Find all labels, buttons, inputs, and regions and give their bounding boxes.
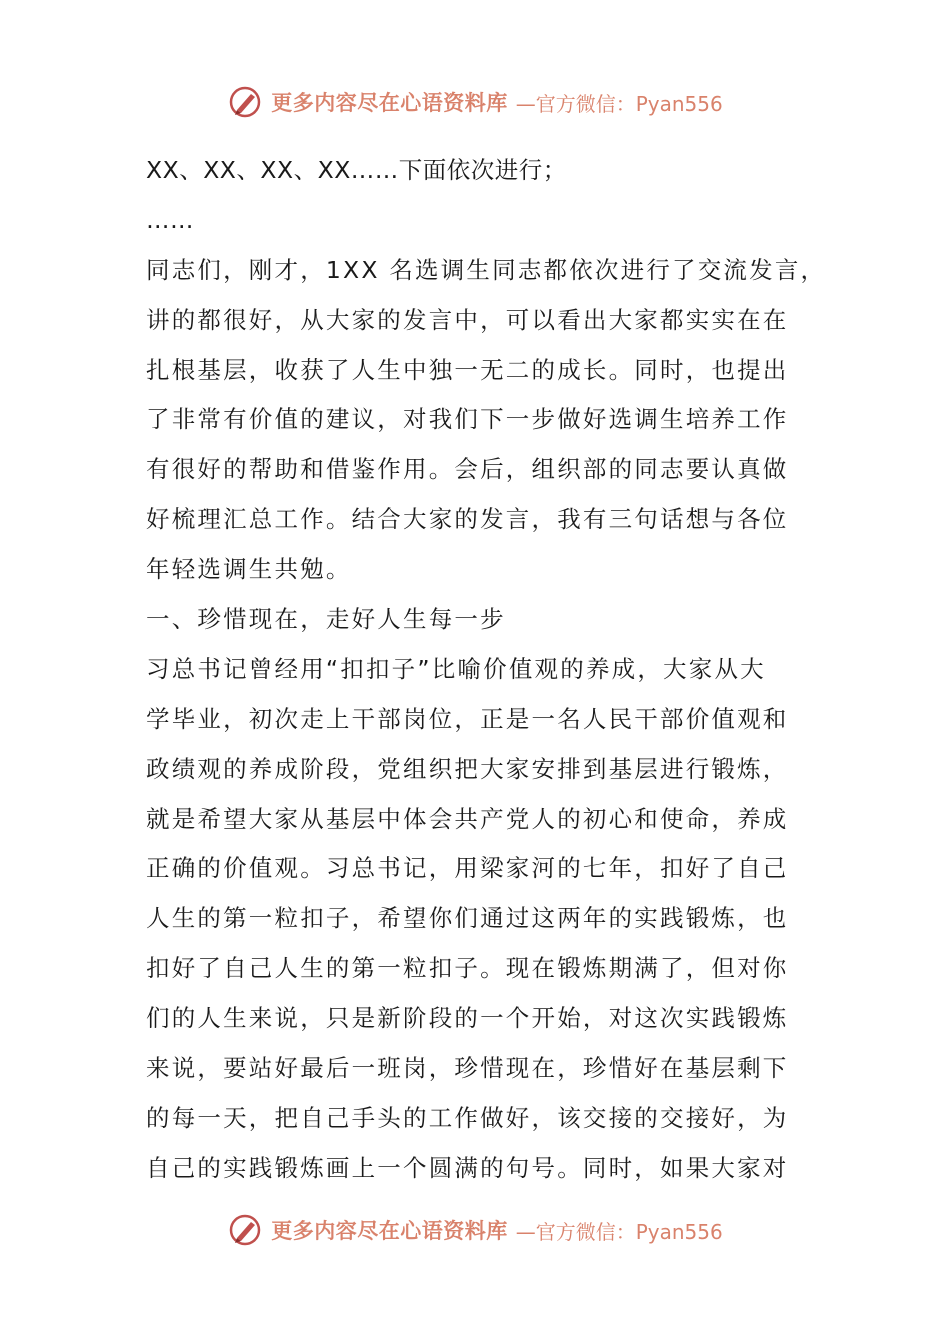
- pen-logo-icon: [227, 1212, 263, 1248]
- text-line: 了非常有价值的建议，对我们下一步做好选调生培养工作: [146, 405, 789, 434]
- footer-contact-text: —官方微信：Pyan556: [515, 1219, 723, 1244]
- text-line: 有很好的帮助和借鉴作用。会后，组织部的同志要认真做: [146, 455, 789, 484]
- text-line: 扣好了自己人生的第一粒扣子。现在锻炼期满了，但对你: [146, 954, 789, 983]
- text-line: 扎根基层，收获了人生中独一无二的成长。同时，也提出: [146, 355, 789, 384]
- text-line: 来说，要站好最后一班岗，珍惜现在，珍惜好在基层剩下: [146, 1054, 789, 1083]
- text-line: XX、XX、XX、XX……下面依次进行；: [146, 156, 567, 184]
- text-line: 人生的第一粒扣子，希望你们通过这两年的实践锻炼，也: [146, 904, 789, 933]
- text-line: 习总书记曾经用“扣扣子”比喻价值观的养成，大家从大: [146, 654, 766, 683]
- pen-logo-icon: [227, 84, 263, 120]
- section-heading: 一、珍惜现在，走好人生每一步: [146, 605, 506, 634]
- text-line: 政绩观的养成阶段，党组织把大家安排到基层进行锻炼，: [146, 754, 789, 783]
- header-brand-text: 更多内容尽在心语资料库: [271, 90, 508, 115]
- text-line: 好梳理汇总工作。结合大家的发言，我有三句话想与各位: [146, 505, 789, 534]
- text-line: ……: [146, 205, 194, 234]
- text-line: 讲的都很好，从大家的发言中，可以看出大家都实实在在: [146, 305, 789, 334]
- text-line: 们的人生来说，只是新阶段的一个开始，对这次实践锻炼: [146, 1004, 789, 1033]
- text-line: 同志们，刚才，1XX 名选调生同志都依次进行了交流发言，: [146, 255, 827, 284]
- document-body: [146, 146, 827, 1194]
- text-line: 正确的价值观。习总书记，用梁家河的七年，扣好了自己: [146, 854, 789, 883]
- text-line: 学毕业，初次走上干部岗位，正是一名人民干部价值观和: [146, 704, 789, 733]
- header-contact-text: —官方微信：Pyan556: [515, 91, 723, 116]
- page-header-watermark: [0, 80, 950, 124]
- text-line: 年轻选调生共勉。: [146, 555, 352, 584]
- text-line: 自己的实践锻炼画上一个圆满的句号。同时，如果大家对: [146, 1153, 789, 1182]
- text-line: 就是希望大家从基层中体会共产党人的初心和使命，养成: [146, 804, 789, 833]
- page-footer-watermark: [0, 1208, 950, 1252]
- text-line: 的每一天，把自己手头的工作做好，该交接的交接好，为: [146, 1103, 789, 1132]
- footer-brand-text: 更多内容尽在心语资料库: [271, 1218, 508, 1243]
